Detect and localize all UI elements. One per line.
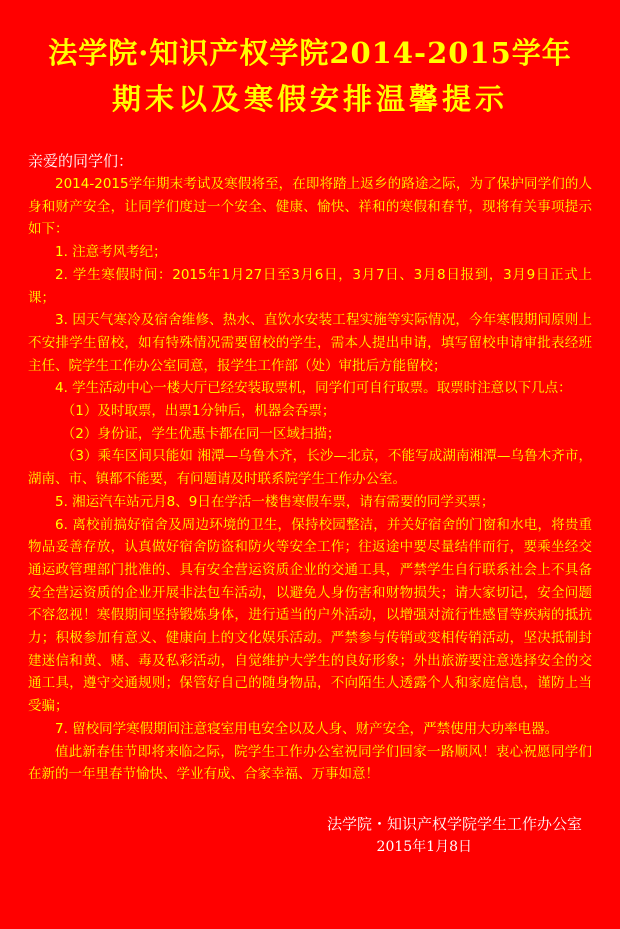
closing-paragraph: 值此新春佳节即将来临之际，院学生工作办公室祝同学们回家一路顺风！衷心祝愿同学们在新的一年里春节愉快、学业有成、合家幸福、万事如意！ [28, 743, 592, 783]
item-4-sub-3: （3）乘车区间只能如 湘潭—乌鲁木齐，长沙—北京，不能写成湖南湘潭—乌鲁木齐市，湖南、市、镇都不能要，有问题请及时联系院学生工作办公室。 [28, 448, 592, 488]
intro-paragraph: 2014-2015学年期末考试及寒假将至，在即将踏上返乡的路途之际，为了保护同学们的人身和财产安全，让同学们度过一个安全、健康、愉快、祥和的寒假和春节，现将有关事项提示如下： [28, 176, 592, 238]
date: 2015年1月8日 [376, 838, 472, 855]
item-4-sub-1: （1）及时取票，出票1分钟后，机器会吞票； [61, 403, 336, 420]
greeting: 亲爱的同学们： [28, 152, 134, 170]
item-4-sub-2: （2）身份证，学生优惠卡都在同一区域扫描； [61, 425, 341, 442]
item-2: 2. 学生寒假时间：2015年1月27日至3月6日，3月7日、3月8日报到，3月9日正式上课； [28, 266, 592, 306]
title-line-1: 法学院·知识产权学院2014-2015学年 [48, 36, 572, 70]
item-7: 7. 留校同学寒假期间注意寝室用电安全以及人身、财产安全，严禁使用大功率电器。 [55, 720, 559, 737]
title-line-2: 期末以及寒假安排温馨提示 [111, 82, 508, 116]
item-1: 1. 注意考风考纪； [55, 244, 167, 261]
notice-body [28, 173, 592, 786]
item-3: 3. 因天气寒冷及宿舍维修、热水、直饮水安装工程实施等实际情况，今年寒假期间原则上不安排学生留校，如有特殊情况需要留校的学生，需本人提出申请，填写留校申请审批表经班主任、院学生工作办公室同意，报学生工作部（处）审批后方能留校； [28, 312, 592, 374]
item-4: 4. 学生活动中心一楼大厅已经安装取票机，同学们可自行取票。取票时注意以下几点： [55, 380, 572, 397]
item-5: 5. 湘运汽车站元月8、9日在学活一楼售寒假车票，请有需要的同学买票； [55, 493, 495, 510]
signature: 法学院・知识产权学院学生工作办公室 [326, 814, 582, 833]
item-6: 6. 离校前搞好宿舍及周边环境的卫生，保持校园整洁，并关好宿舍的门窗和水电，将贵重物品妥善存放，认真做好宿舍防盗和防火等安全工作；往返途中要尽量结伴而行，要乘坐经交通运政管理部门批准的、具有安全营运资质企业的交通工具，严禁学生自行联系社会上不具备安全营运资质的企业开展非法包车活动，以避免人身伤害和财物损失；请大家切记，安全问题不容忽视！寒假期间坚持锻炼身体，进行适当的户外活动，以增强对流行性感冒等疾病的抵抗力；积极参加有意义、健康向上的文化娱乐活动。严禁参与传销或变相传销活动，坚决抵制封建迷信和黄、赌、毒及私彩活动，自觉维护大学生的良好形象；外出旅游要注意选择安全的交通工具，遵守交通规则；保管好自己的随身物品，不向陌生人透露个人和家庭信息，谨防上当受骗； [28, 516, 592, 715]
